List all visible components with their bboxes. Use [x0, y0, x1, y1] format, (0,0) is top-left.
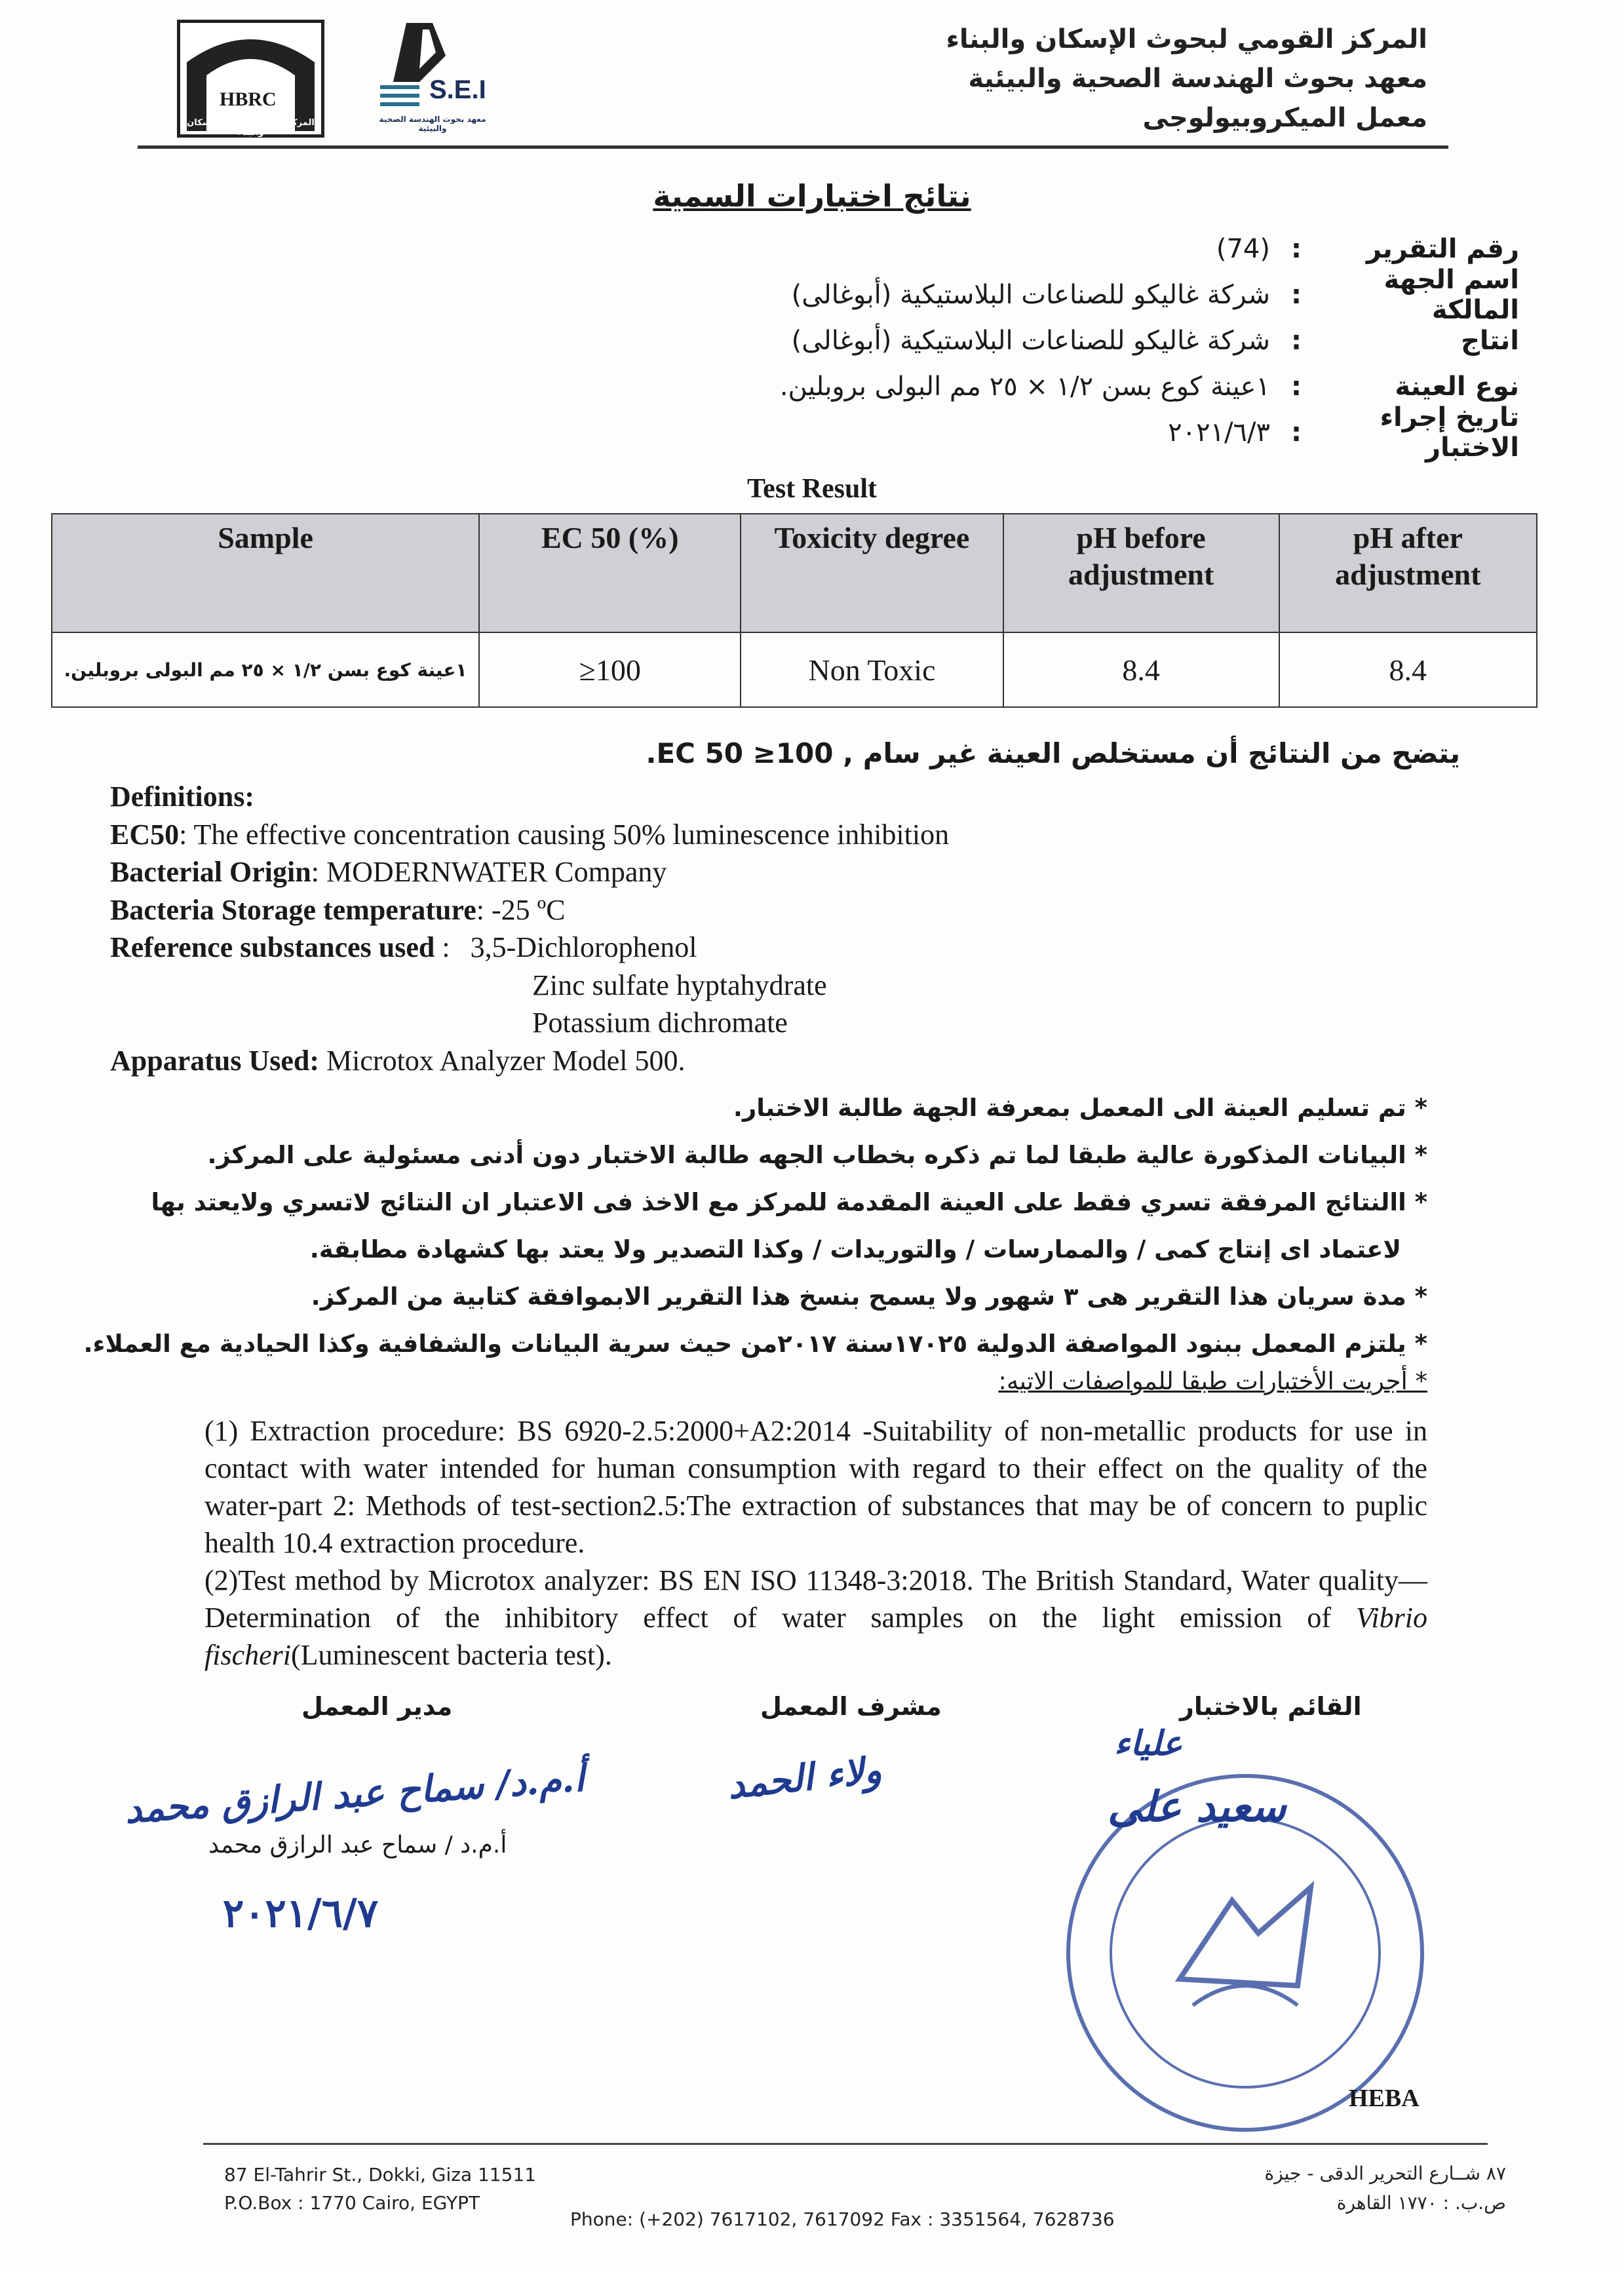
director-signature: أ.م.د/ سماح عبد الرازق محمد	[123, 1756, 586, 1832]
note-item: * أجريت الأختبارات طبقا للمواصفات الاتيه:	[998, 1367, 1427, 1395]
note-item: * البيانات المذكورة عالية طبقا لما تم ذكره بخطاب الجهه طالبة الاختبار دون أدنى مسئولية على المركز.	[207, 1141, 1427, 1169]
method-2-organism: Vibrio fischeri	[204, 1602, 1427, 1671]
apparatus-label: Apparatus Used:	[110, 1044, 320, 1077]
method-2	[204, 1562, 1427, 1674]
storage-label: Bacteria Storage temperature	[110, 893, 476, 926]
director-date: ٢٠٢١/٦/٧	[223, 1891, 379, 1936]
cell-ph-after: 8.4	[1279, 632, 1537, 707]
test-result-table	[51, 513, 1537, 708]
footer-address-en-1: 87 El-Tahrir St., Dokki, Giza 11511	[224, 2164, 537, 2185]
conclusion-text: يتضح من النتائج أن مستخلص العينة غير سام , EC 50 ≥100.	[646, 737, 1460, 769]
hbrc-logo-text: HBRC	[220, 88, 277, 110]
cell-toxicity: Non Toxic	[741, 632, 1003, 707]
column-header-ec50: EC 50 (%)	[479, 514, 741, 632]
sei-logo-caption: معهد بحوث الهندسة الصحية والبيئية	[379, 115, 486, 133]
info-value: شركة غاليكو للصناعات البلاستيكية (أبوغالى)	[791, 326, 1270, 356]
info-value: ١عينة كوع بسن ١/٢ × ٢٥ مم البولى بروبلين.	[779, 372, 1270, 402]
storage-value: : -25 ºC	[476, 893, 566, 926]
note-item: لاعتماد اى إنتاج كمى / والممارسات / والتوريدات / وكذا التصدير ولا يعتد بها كشهادة مطابقة.	[309, 1235, 1401, 1263]
info-label: رقم التقرير	[1366, 234, 1519, 264]
table-row	[52, 632, 1537, 707]
note-item: * االنتائج المرفقة تسري فقط على العينة المقدمة للمركز مع الاخذ فى الاعتبار ان النتائج لاتسري ولايعتد بها	[151, 1188, 1427, 1216]
header-line-1: المركز القومي لبحوث الإسكان والبناء	[946, 24, 1427, 54]
info-row-owner	[602, 265, 1519, 325]
definitions-heading: Definitions:	[110, 780, 254, 813]
note-item: * مدة سريان هذا التقرير هى ٣ شهور ولا يسمح بنسخ هذا التقرير الابموافقة كتابية من المركز.	[311, 1282, 1427, 1311]
apparatus-value: Microtox Analyzer Model 500.	[326, 1044, 686, 1077]
reference-item-2: Zinc sulfate hyptahydrate	[532, 969, 827, 1001]
preparer-code: HEBA	[1349, 2085, 1420, 2112]
origin-value: : MODERNWATER Company	[311, 856, 667, 888]
cell-ph-before: 8.4	[1003, 632, 1279, 707]
cell-ec50: ≥100	[479, 632, 741, 707]
sei-logo	[367, 16, 498, 134]
director-label: مدير المعمل	[301, 1692, 453, 1721]
tester-signature-1: علياء	[1114, 1723, 1183, 1763]
hbrc-logo	[177, 20, 324, 138]
note-item: * يلتزم المعمل ببنود المواصفة الدولية ١٧٠٢٥سنة ٢٠١٧من حيث سرية البيانات والشفافية وكذا الحيادية مع العملاء.	[83, 1330, 1427, 1358]
info-colon: :	[1291, 280, 1302, 310]
footer-phone: Phone: (+202) 7617102, 7617092 Fax : 3351564, 7628736	[570, 2208, 1115, 2230]
tester-signature-2: سعيد على	[1108, 1782, 1286, 1832]
footer-divider	[203, 2143, 1488, 2145]
hbrc-logo-caption: المركز القومي لبحوث الإسكان والبناء	[187, 118, 315, 138]
definitions-block	[110, 778, 949, 1079]
reference-item-1: 3,5-Dichlorophenol	[470, 931, 697, 963]
reference-colon: :	[442, 931, 450, 963]
table-header-row	[52, 514, 1537, 632]
info-label: تاريخ إجراء الاختبار	[1380, 402, 1519, 463]
reference-item-3: Potassium dichromate	[532, 1007, 788, 1039]
info-value: شركة غاليكو للصناعات البلاستيكية (أبوغالى)	[791, 280, 1270, 310]
report-info	[602, 226, 1519, 463]
footer-address-ar-2: ص.ب. : ١٧٧٠ القاهرة	[1336, 2192, 1506, 2214]
table-caption: Test Result	[747, 474, 877, 504]
director-name: أ.م.د / سماح عبد الرازق محمد	[208, 1832, 507, 1858]
header-line-2: معهد بحوث الهندسة الصحية والبيئية	[968, 64, 1427, 94]
footer-address-ar-1: ٨٧ شــارع التحرير الدقى - جيزة	[1264, 2163, 1506, 2184]
methods-block	[204, 1412, 1427, 1674]
info-label: انتاج	[1461, 326, 1519, 356]
ec50-label: EC50	[110, 818, 180, 851]
origin-label: Bacterial Origin	[110, 856, 311, 888]
ec50-definition: : The effective concentration causing 50% luminescence inhibition	[179, 818, 950, 851]
supervisor-signature: ولاء الحمد	[725, 1748, 884, 1808]
supervisor-label: مشرف المعمل	[760, 1692, 942, 1721]
footer-address-en-2: P.O.Box : 1770 Cairo, EGYPT	[224, 2192, 480, 2214]
method-1: (1) Extraction procedure: BS 6920-2.5:2000+A2:2014 -Suitability of non-metallic products for use in contact with water intended for human consumption with regard to their effect on the quality of the water-part 2: Methods of test-section2.5:The extraction of substances that may be of concern to puplic health 10.4 extraction procedure.	[204, 1415, 1427, 1559]
tester-label: القائم بالاختبار	[1180, 1692, 1362, 1721]
info-value: (74)	[1216, 234, 1270, 264]
info-colon: :	[1291, 234, 1302, 264]
info-value: ٢٠٢١/٦/٣	[1168, 417, 1270, 448]
info-colon: :	[1291, 326, 1302, 356]
info-colon: :	[1291, 372, 1302, 402]
note-item: * تم تسليم العينة الى المعمل بمعرفة الجهة طالبة الاختبار.	[733, 1094, 1427, 1122]
report-title: نتائج اختبارات السمية	[653, 178, 971, 214]
column-header-ph-after: pH after adjustment	[1279, 514, 1537, 632]
header-line-3: معمل الميكروبيولوجى	[1142, 103, 1427, 133]
info-label: اسم الجهة المالكة	[1383, 265, 1519, 325]
info-row-test-date	[602, 402, 1519, 463]
header-divider	[138, 145, 1448, 149]
reference-label: Reference substances used	[110, 931, 435, 963]
column-header-sample: Sample	[52, 514, 479, 632]
notes-block	[51, 1085, 1427, 1395]
method-2-suffix: (Luminescent bacteria test).	[290, 1639, 612, 1671]
info-label: نوع العينة	[1395, 372, 1519, 402]
sei-logo-text: S.E.I	[429, 75, 486, 104]
method-2-text: (2)Test method by Microtox analyzer: BS EN ISO 11348-3:2018. The British Standard, Water quality— Determination of the inhibitory effect of water samples on the light emission of	[204, 1564, 1427, 1634]
column-header-ph-before: pH before adjustment	[1003, 514, 1279, 632]
column-header-toxicity: Toxicity degree	[741, 514, 1003, 632]
info-colon: :	[1291, 417, 1302, 448]
institution-header	[946, 20, 1427, 138]
cell-sample: ١عينة كوع بسن ١/٢ × ٢٥ مم البولى بروبلين.	[52, 632, 479, 707]
